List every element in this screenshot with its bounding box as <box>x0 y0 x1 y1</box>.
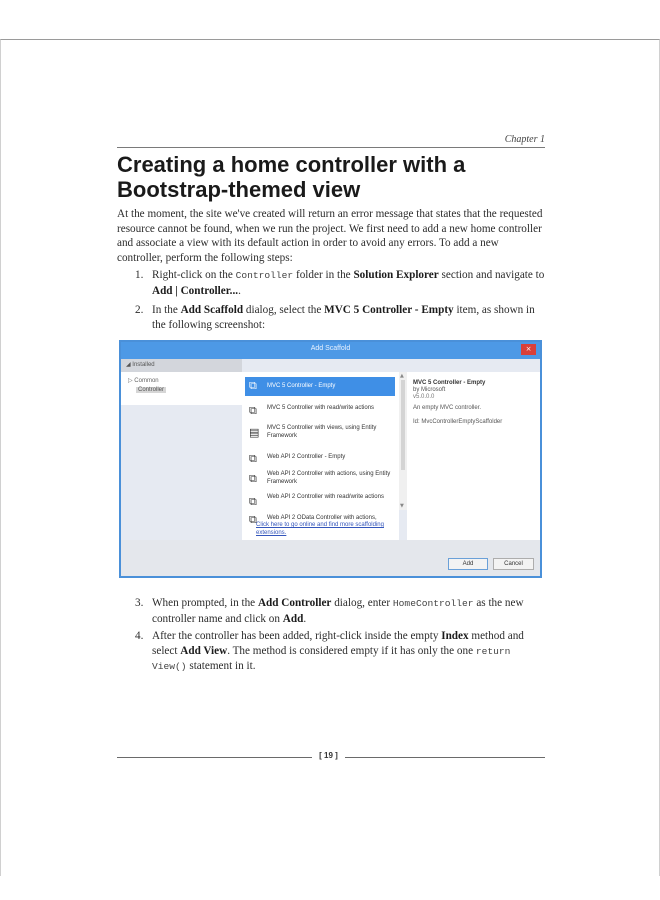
item-label: MVC 5 Controller with views, using Entity Framework <box>267 425 377 439</box>
detail-version: v5.0.0.0 <box>413 394 435 400</box>
code-return-view: return View() <box>152 645 511 673</box>
step-4 <box>117 629 547 675</box>
code-homecontroller: HomeController <box>392 598 474 609</box>
scaffold-item-mvc5-readwrite[interactable] <box>245 402 395 418</box>
controller-icon: ⧉ <box>249 472 257 485</box>
list-scrollbar[interactable] <box>399 372 407 510</box>
title-line-1: Creating a home controller with a <box>117 152 466 177</box>
bold-add: Add <box>282 612 304 625</box>
step-3 <box>117 596 547 626</box>
title-line-2: Bootstrap-themed view <box>117 177 361 202</box>
scaffold-item-webapi2-readwrite[interactable] <box>245 493 395 513</box>
controller-icon: ⧉ <box>249 404 257 417</box>
step-1 <box>117 268 547 298</box>
item-label: Web API 2 Controller with actions, using Entity Framework <box>267 471 391 485</box>
views-icon: ▤ <box>249 426 260 439</box>
step-number: 4. <box>135 630 144 642</box>
list-header-bar <box>242 359 540 372</box>
text: Right-click on the <box>152 269 236 281</box>
detail-panel <box>407 372 540 540</box>
scaffold-item-webapi2-empty[interactable] <box>245 450 395 466</box>
scroll-down-icon[interactable]: ▼ <box>400 503 404 509</box>
category-tree <box>121 372 242 405</box>
step-number: 2. <box>135 304 144 316</box>
detail-id: Id: MvcControllerEmptyScaffolder <box>413 419 503 425</box>
bold-index: Index <box>441 630 469 642</box>
detail-author: by Microsoft <box>413 387 446 393</box>
chapter-label: Chapter 1 <box>504 134 545 145</box>
code-controller: Controller <box>235 270 294 281</box>
dialog-titlebar <box>121 342 540 359</box>
bold-add-controller: Add | Controller... <box>152 284 239 297</box>
item-label: Web API 2 Controller with read/write actions <box>267 494 384 500</box>
scroll-up-icon[interactable]: ▲ <box>400 373 404 379</box>
close-icon[interactable]: × <box>521 344 536 355</box>
text: When prompted, in the <box>152 597 258 609</box>
step-number: 1. <box>135 269 144 281</box>
bold-add-view: Add View <box>180 644 228 657</box>
text: dialog, enter <box>331 597 393 609</box>
footer-rule-right <box>345 757 545 758</box>
tree-item-controller[interactable]: Controller <box>138 387 165 393</box>
dialog-title: Add Scaffold <box>310 345 351 352</box>
tree-item-common[interactable]: ▷ Common <box>128 378 159 384</box>
bold-mvc5-empty: MVC 5 Controller - Empty <box>324 304 454 316</box>
dialog-footer <box>121 540 540 576</box>
step-text <box>152 596 547 626</box>
step-text <box>152 303 547 332</box>
text: After the controller has been added, right-click inside the empty <box>152 630 442 642</box>
step-number: 3. <box>135 597 144 609</box>
scaffold-item-mvc5-empty[interactable] <box>245 377 395 396</box>
bold-solution-explorer: Solution Explorer <box>353 269 439 281</box>
item-label: MVC 5 Controller - Empty <box>267 383 336 389</box>
add-scaffold-dialog <box>119 340 542 578</box>
detail-description: An empty MVC controller. <box>413 405 482 411</box>
text: section and navigate to <box>438 269 545 281</box>
text: . <box>303 612 307 625</box>
detail-name: MVC 5 Controller - Empty <box>413 380 486 386</box>
item-label: MVC 5 Controller with read/write actions <box>267 405 375 411</box>
installed-header[interactable] <box>121 359 242 372</box>
section-title <box>117 152 547 202</box>
text: . The method is considered empty if it has only the one <box>227 644 476 657</box>
intro-paragraph: At the moment, the site we've created will return an error message that states that the requested resource cannot be found, when we run the project. We first need to add a new home controller and associate a view with its default action in order to avoid any errors. To add a new controller, perform the following steps: <box>117 208 543 264</box>
bold-add-controller: Add Controller <box>257 597 332 609</box>
item-label: Web API 2 OData Controller with actions, <box>267 515 377 521</box>
text: folder in the <box>293 269 354 281</box>
page-number: [ 19 ] <box>319 751 338 760</box>
controller-icon: ⧉ <box>249 513 257 526</box>
text: item, as shown in the following screenshot: <box>152 304 535 331</box>
installed-label: ◢ Installed <box>126 362 155 368</box>
controller-icon: ⧉ <box>249 452 257 465</box>
footer-rule-left <box>117 757 312 758</box>
text: statement in it. <box>186 660 256 673</box>
controller-icon: ⧉ <box>249 495 257 508</box>
scaffold-item-webapi2-actions-ef[interactable] <box>245 470 395 490</box>
bold-add-scaffold: Add Scaffold <box>180 304 244 316</box>
scroll-thumb[interactable] <box>401 380 405 470</box>
text: . <box>238 284 241 297</box>
text: as the new controller name and click on <box>152 597 524 625</box>
add-button[interactable]: Add <box>448 558 488 570</box>
item-label: Web API 2 Controller - Empty <box>267 454 346 460</box>
header-rule <box>117 147 545 148</box>
step-text <box>152 268 547 298</box>
online-scaffolding-link[interactable]: Click here to go online and find more scaffolding extensions. <box>256 522 384 536</box>
cancel-button[interactable]: Cancel <box>493 558 534 570</box>
scaffold-list <box>242 372 399 540</box>
scaffold-item-mvc5-views-ef[interactable] <box>245 424 395 444</box>
step-2 <box>117 303 547 332</box>
controller-icon: ⧉ <box>249 379 257 392</box>
text: method and select <box>152 630 524 657</box>
step-text <box>152 629 547 675</box>
text: In the <box>152 304 181 316</box>
text: dialog, select the <box>243 304 325 316</box>
